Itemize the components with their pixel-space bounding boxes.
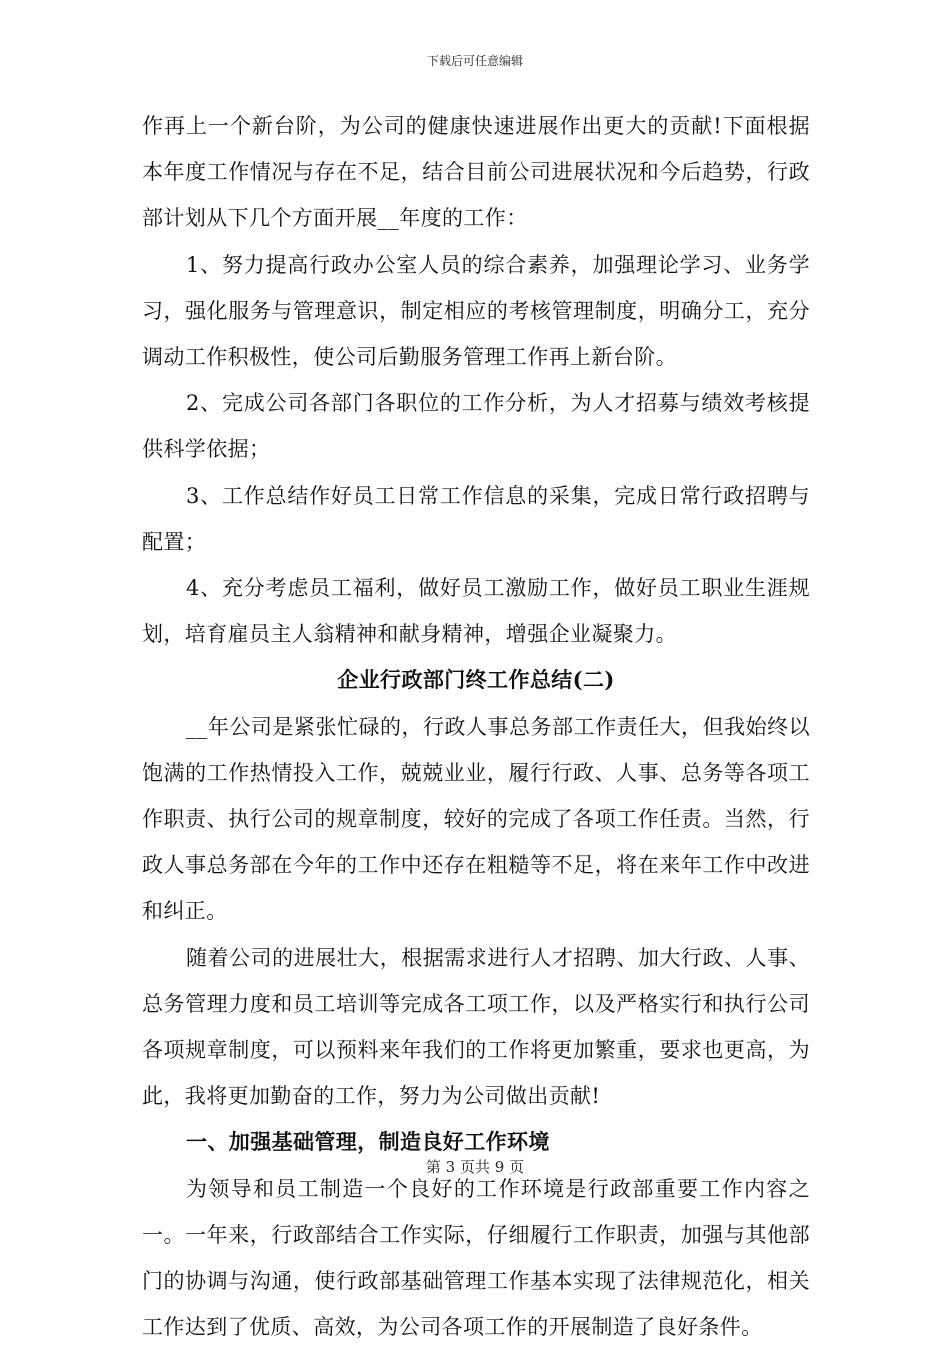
section-title: 企业行政部门终工作总结(二) [337, 667, 615, 693]
paragraph-intro: 作再上一个新台阶，为公司的健康快速进展作出更大的贡献!下面根据本年度工作情况与存在不足，结合目前公司进展状况和今后趋势，行政部计划从下几个方面开展__年度的工作： [142, 114, 810, 231]
paragraph-item-1: 1、努力提高行政办公室人员的综合素养，加强理论学习、业务学习，强化服务与管理意识，制定相应的考核管理制度，明确分工，充分调动工作积极性，使公司后勤服务管理工作再上新台阶。 [142, 252, 810, 370]
paragraph-environment: 为领导和员工制造一个良好的工作环境是行政部重要工作内容之一。一年来，行政部结合工作实际，仔细履行工作职责，加强与其他部门的协调与沟通，使行政部基础管理工作基本实现了法律规范化，相关工作达到了优质、高效，为公司各项工作的开展制造了良好条件。 [142, 1176, 810, 1340]
page-footer: 第 3 页共 9 页 [425, 1158, 525, 1176]
paragraph-development: 随着公司的进展壮大，根据需求进行人才招聘、加大行政、人事、总务管理力度和员工培训等完成各工项工作，以及严格实行和执行公司各项规章制度，可以预料来年我们的工作将更加繁重，要求也更高，为此，我将更加勤奋的工作，努力为公司做出贡献! [142, 945, 810, 1109]
paragraph-item-2: 2、完成公司各部门各职位的工作分析，为人才招募与绩效考核提供科学依据； [142, 391, 810, 462]
page-header: 下载后可任意编辑 [426, 54, 523, 68]
paragraph-summary: __年公司是紧张忙碌的，行政人事总务部工作责任大，但我始终以饱满的工作热情投入工作，兢兢业业，履行行政、人事、总务等各项工作职责、执行公司的规章制度，较好的完成了各项工作任责。当然，行政人事总务部在今年的工作中还存在粗糙等不足，将在来年工作中改进和纠正。 [142, 714, 810, 924]
subsection-heading: 一、加强基础管理，制造良好工作环境 [186, 1129, 550, 1155]
paragraph-item-4: 4、充分考虑员工福利，做好员工激励工作，做好员工职业生涯规划，培育雇员主人翁精神和献身精神，增强企业凝聚力。 [142, 576, 810, 647]
paragraph-item-3: 3、工作总结作好员工日常工作信息的采集，完成日常行政招聘与配置； [142, 483, 810, 554]
